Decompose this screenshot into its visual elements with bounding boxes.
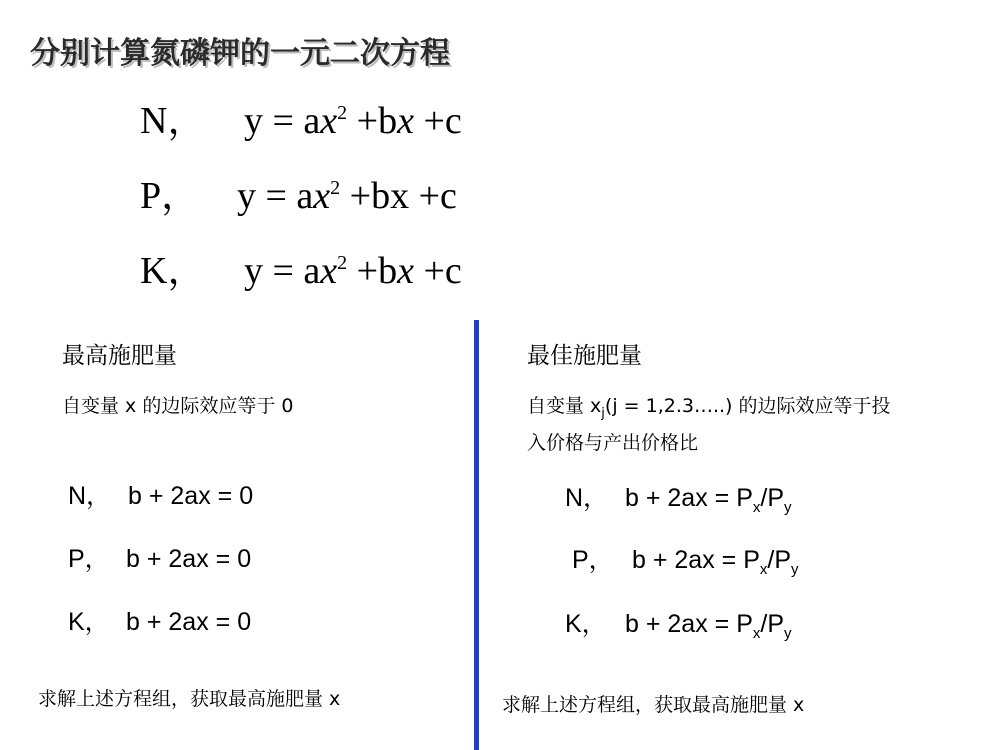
left-conclusion: 求解上述方程组，获取最高施肥量 x [38,688,341,710]
equation-label: N， [140,100,206,142]
equation-b: +b [340,175,391,217]
equation-expr: b + 2ax = 0 [126,608,252,636]
equation-expr: b + 2ax = P [632,546,760,574]
equation-slash: /P [767,546,791,574]
right-description [527,391,891,421]
equation-label: P， [572,546,614,574]
equation-label: K， [68,608,110,636]
equation-y: y = a [244,250,321,292]
left-heading: 最高施肥量 [62,343,177,369]
description-sub: j [601,406,605,421]
equation-sub: y [784,625,792,642]
equation-y: y = a [237,175,314,217]
equation-x: x [397,250,414,292]
equation-x: x [320,250,338,292]
equation-x: x [397,100,414,142]
quadratic-equation-k [140,252,462,290]
equation-expr: b + 2ax = P [625,610,753,638]
equation-expr: b + 2ax = 0 [126,545,252,573]
description-post: (j = 1,2.3…..) 的边际效应等于投 [604,395,891,417]
equation-label: N， [565,484,609,512]
equation-label: N， [68,482,112,510]
equation-c: +c [409,175,457,217]
equation-b: +b [347,250,398,292]
equation-slash: /P [760,610,784,638]
equation-label: P， [140,175,200,217]
right-equation-k [565,610,792,642]
equation-exponent: 2 [337,252,348,274]
equation-expr: b + 2ax = P [625,484,753,512]
equation-sub: y [791,561,799,578]
right-description-line2: 入价格与产出价格比 [527,432,699,454]
equation-x: x [313,175,331,217]
right-equation-p [572,546,799,578]
quadratic-equation-n [140,102,462,140]
equation-sub: y [784,499,792,516]
page-title: 分别计算氮磷钾的一元二次方程 [30,36,450,71]
quadratic-equation-p [140,177,457,215]
equation-sub: x [752,499,761,516]
equation-exponent: 2 [330,177,341,199]
left-description: 自变量 x 的边际效应等于 0 [62,395,294,417]
equation-label: K， [140,250,206,292]
right-heading: 最佳施肥量 [527,343,642,369]
equation-c: +c [413,250,462,292]
equation-sub: x [759,561,768,578]
equation-x: x [320,100,338,142]
equation-exponent: 2 [337,102,348,124]
left-equation-k [68,610,251,635]
equation-x: x [390,175,410,217]
description-pre: 自变量 x [527,395,602,417]
equation-c: +c [413,100,462,142]
right-conclusion: 求解上述方程组，获取最高施肥量 x [502,694,805,716]
equation-slash: /P [760,484,784,512]
left-equation-n [68,484,253,509]
equation-b: +b [347,100,398,142]
equation-y: y = a [244,100,321,142]
column-divider [474,320,479,750]
equation-sub: x [752,625,761,642]
left-equation-p [68,547,251,572]
equation-label: P， [68,545,110,573]
right-equation-n [565,484,792,516]
equation-label: K， [565,610,607,638]
equation-expr: b + 2ax = 0 [128,482,254,510]
